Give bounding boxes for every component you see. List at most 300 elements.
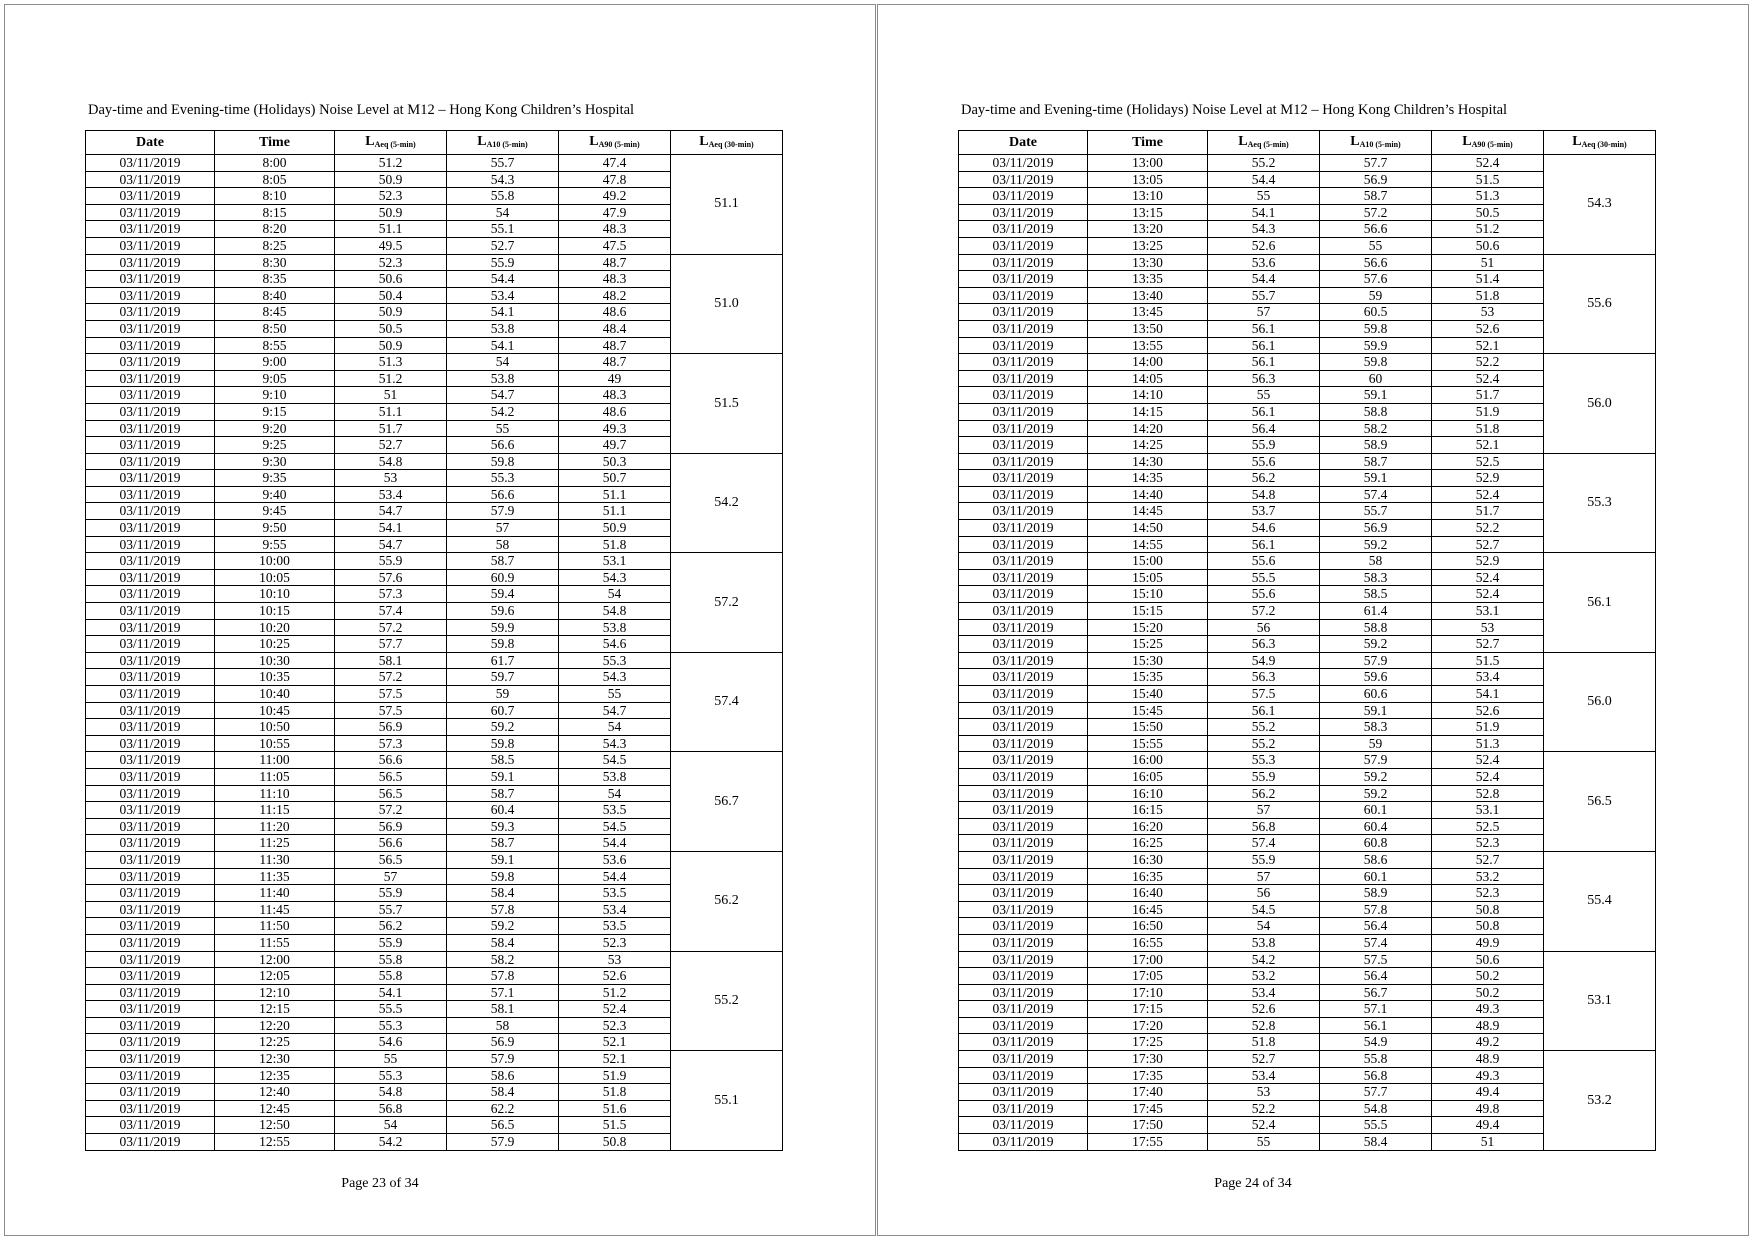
cell-time: 9:20 — [215, 420, 335, 437]
cell-laeq-5min: 54.3 — [1208, 221, 1320, 238]
cell-la90-5min: 53.8 — [559, 619, 671, 636]
cell-time: 9:30 — [215, 453, 335, 470]
cell-la90-5min: 49 — [559, 370, 671, 387]
cell-date: 03/11/2019 — [86, 968, 215, 985]
cell-date: 03/11/2019 — [86, 403, 215, 420]
table-row — [959, 354, 1656, 371]
cell-date: 03/11/2019 — [86, 851, 215, 868]
cell-la90-5min: 52.4 — [1432, 768, 1544, 785]
cell-laeq-5min: 57.2 — [335, 619, 447, 636]
cell-laeq-30min: 53.1 — [1544, 951, 1656, 1051]
cell-la10-5min: 58.7 — [1320, 453, 1432, 470]
cell-laeq-5min: 57.5 — [335, 686, 447, 703]
cell-laeq-5min: 56.1 — [1208, 403, 1320, 420]
cell-la90-5min: 52.1 — [1432, 337, 1544, 354]
cell-laeq-5min: 56.1 — [1208, 337, 1320, 354]
cell-date: 03/11/2019 — [959, 835, 1088, 852]
cell-laeq-5min: 56 — [1208, 619, 1320, 636]
cell-la90-5min: 51.5 — [1432, 652, 1544, 669]
cell-laeq-5min: 56.4 — [1208, 420, 1320, 437]
table-row — [959, 453, 1656, 470]
cell-la10-5min: 58.6 — [447, 1067, 559, 1084]
cell-date: 03/11/2019 — [86, 221, 215, 238]
table-row — [86, 851, 783, 868]
cell-laeq-30min: 57.4 — [671, 652, 783, 752]
cell-la90-5min: 50.2 — [1432, 984, 1544, 1001]
cell-la10-5min: 57.7 — [1320, 1084, 1432, 1101]
cell-la90-5min: 54 — [559, 785, 671, 802]
cell-laeq-5min: 51.1 — [335, 403, 447, 420]
cell-date: 03/11/2019 — [86, 719, 215, 736]
cell-laeq-5min: 57.4 — [1208, 835, 1320, 852]
cell-date: 03/11/2019 — [959, 1117, 1088, 1134]
cell-time: 16:00 — [1088, 752, 1208, 769]
cell-time: 10:20 — [215, 619, 335, 636]
cell-time: 17:25 — [1088, 1034, 1208, 1051]
header-la10-5min: $L_{A10 (5-min)}$ — [447, 131, 559, 155]
cell-time: 15:15 — [1088, 603, 1208, 620]
cell-la90-5min: 53.5 — [559, 885, 671, 902]
cell-la10-5min: 57.8 — [1320, 901, 1432, 918]
cell-date: 03/11/2019 — [86, 204, 215, 221]
cell-date: 03/11/2019 — [959, 470, 1088, 487]
cell-la90-5min: 53 — [559, 951, 671, 968]
cell-la10-5min: 57 — [447, 520, 559, 537]
cell-time: 9:40 — [215, 486, 335, 503]
cell-la90-5min: 53.8 — [559, 768, 671, 785]
cell-la90-5min: 53.6 — [559, 851, 671, 868]
cell-time: 15:05 — [1088, 569, 1208, 586]
cell-la90-5min: 51.8 — [1432, 287, 1544, 304]
cell-laeq-5min: 56.5 — [335, 785, 447, 802]
cell-time: 10:15 — [215, 603, 335, 620]
cell-la10-5min: 57.9 — [1320, 652, 1432, 669]
cell-time: 10:40 — [215, 686, 335, 703]
table-row — [86, 553, 783, 570]
cell-date: 03/11/2019 — [959, 536, 1088, 553]
table-row — [959, 652, 1656, 669]
cell-time: 16:20 — [1088, 818, 1208, 835]
cell-time: 15:55 — [1088, 735, 1208, 752]
cell-laeq-30min: 56.5 — [1544, 752, 1656, 852]
cell-laeq-5min: 56.6 — [335, 835, 447, 852]
cell-laeq-5min: 50.9 — [335, 337, 447, 354]
cell-time: 13:35 — [1088, 271, 1208, 288]
cell-laeq-30min: 51.1 — [671, 155, 783, 255]
cell-laeq-5min: 54.2 — [1208, 951, 1320, 968]
header-time: Time — [215, 131, 335, 155]
cell-laeq-5min: 54 — [1208, 918, 1320, 935]
cell-laeq-5min: 51.8 — [1208, 1034, 1320, 1051]
page-number: Page 24 of 34 — [1214, 1176, 1292, 1191]
cell-la10-5min: 57.9 — [447, 1051, 559, 1068]
cell-laeq-30min: 55.6 — [1544, 254, 1656, 354]
cell-date: 03/11/2019 — [959, 1034, 1088, 1051]
cell-la10-5min: 53.8 — [447, 320, 559, 337]
cell-time: 11:40 — [215, 885, 335, 902]
cell-date: 03/11/2019 — [959, 719, 1088, 736]
cell-la90-5min: 50.8 — [559, 1134, 671, 1151]
cell-time: 11:45 — [215, 901, 335, 918]
cell-la10-5min: 55.1 — [447, 221, 559, 238]
cell-la90-5min: 50.5 — [1432, 204, 1544, 221]
cell-date: 03/11/2019 — [959, 901, 1088, 918]
cell-la10-5min: 55.3 — [447, 470, 559, 487]
cell-la10-5min: 59.8 — [447, 868, 559, 885]
cell-laeq-5min: 52.6 — [1208, 237, 1320, 254]
cell-time: 14:50 — [1088, 520, 1208, 537]
cell-la10-5min: 57.9 — [447, 1134, 559, 1151]
cell-la90-5min: 53.1 — [1432, 802, 1544, 819]
cell-date: 03/11/2019 — [959, 287, 1088, 304]
cell-la10-5min: 58.7 — [447, 835, 559, 852]
cell-la10-5min: 57.6 — [1320, 271, 1432, 288]
cell-date: 03/11/2019 — [86, 1117, 215, 1134]
cell-time: 16:40 — [1088, 885, 1208, 902]
cell-laeq-30min: 55.2 — [671, 951, 783, 1051]
cell-date: 03/11/2019 — [86, 237, 215, 254]
cell-laeq-5min: 53.4 — [335, 486, 447, 503]
cell-la90-5min: 53.4 — [559, 901, 671, 918]
cell-la10-5min: 58.9 — [1320, 885, 1432, 902]
cell-time: 11:55 — [215, 934, 335, 951]
cell-la10-5min: 56.8 — [1320, 1067, 1432, 1084]
cell-time: 8:35 — [215, 271, 335, 288]
cell-la10-5min: 59 — [1320, 735, 1432, 752]
cell-date: 03/11/2019 — [959, 221, 1088, 238]
cell-laeq-5min: 57 — [1208, 868, 1320, 885]
cell-laeq-30min: 53.2 — [1544, 1051, 1656, 1151]
cell-la90-5min: 52.1 — [1432, 437, 1544, 454]
cell-la10-5min: 54.3 — [447, 171, 559, 188]
cell-laeq-5min: 55.6 — [1208, 453, 1320, 470]
cell-la90-5min: 54.4 — [559, 868, 671, 885]
cell-la90-5min: 48.7 — [559, 254, 671, 271]
cell-laeq-5min: 56.9 — [335, 818, 447, 835]
cell-time: 9:25 — [215, 437, 335, 454]
cell-la90-5min: 49.2 — [1432, 1034, 1544, 1051]
cell-time: 16:45 — [1088, 901, 1208, 918]
cell-date: 03/11/2019 — [959, 918, 1088, 935]
cell-la10-5min: 55.5 — [1320, 1117, 1432, 1134]
cell-la90-5min: 52.4 — [559, 1001, 671, 1018]
cell-la10-5min: 58.2 — [447, 951, 559, 968]
cell-date: 03/11/2019 — [86, 984, 215, 1001]
cell-date: 03/11/2019 — [86, 652, 215, 669]
cell-la10-5min: 57.1 — [1320, 1001, 1432, 1018]
cell-time: 17:45 — [1088, 1100, 1208, 1117]
cell-time: 14:15 — [1088, 403, 1208, 420]
cell-date: 03/11/2019 — [86, 951, 215, 968]
cell-time: 15:45 — [1088, 702, 1208, 719]
cell-time: 15:10 — [1088, 586, 1208, 603]
cell-la90-5min: 52.2 — [1432, 520, 1544, 537]
cell-laeq-5min: 56.8 — [1208, 818, 1320, 835]
cell-la90-5min: 53 — [1432, 304, 1544, 321]
cell-time: 15:20 — [1088, 619, 1208, 636]
cell-la90-5min: 51.3 — [1432, 735, 1544, 752]
cell-la10-5min: 57.4 — [1320, 934, 1432, 951]
cell-date: 03/11/2019 — [959, 370, 1088, 387]
cell-la90-5min: 53.1 — [559, 553, 671, 570]
cell-la10-5min: 58.3 — [1320, 569, 1432, 586]
cell-la10-5min: 59.1 — [1320, 470, 1432, 487]
cell-time: 16:10 — [1088, 785, 1208, 802]
cell-la10-5min: 59.9 — [447, 619, 559, 636]
cell-la10-5min: 59.9 — [1320, 337, 1432, 354]
cell-la10-5min: 56.9 — [1320, 171, 1432, 188]
cell-laeq-5min: 58.1 — [335, 652, 447, 669]
page-number: Page 23 of 34 — [341, 1176, 419, 1191]
table-row — [86, 752, 783, 769]
cell-laeq-5min: 55 — [1208, 188, 1320, 205]
cell-date: 03/11/2019 — [959, 885, 1088, 902]
cell-time: 10:35 — [215, 669, 335, 686]
cell-la10-5min: 60.1 — [1320, 868, 1432, 885]
cell-date: 03/11/2019 — [959, 1001, 1088, 1018]
cell-la10-5min: 58.5 — [447, 752, 559, 769]
cell-date: 03/11/2019 — [959, 934, 1088, 951]
cell-la90-5min: 54.7 — [559, 702, 671, 719]
cell-la10-5min: 55.8 — [1320, 1051, 1432, 1068]
cell-la10-5min: 59.8 — [1320, 354, 1432, 371]
cell-la10-5min: 54.1 — [447, 337, 559, 354]
cell-date: 03/11/2019 — [86, 802, 215, 819]
cell-la10-5min: 57.8 — [447, 968, 559, 985]
cell-la90-5min: 53.2 — [1432, 868, 1544, 885]
cell-laeq-30min: 55.1 — [671, 1051, 783, 1151]
cell-la10-5min: 57.2 — [1320, 204, 1432, 221]
cell-date: 03/11/2019 — [959, 437, 1088, 454]
cell-la10-5min: 59.2 — [1320, 785, 1432, 802]
cell-la10-5min: 59.2 — [1320, 768, 1432, 785]
cell-laeq-5min: 56 — [1208, 885, 1320, 902]
cell-laeq-30min: 56.2 — [671, 851, 783, 951]
cell-date: 03/11/2019 — [959, 304, 1088, 321]
cell-la90-5min: 51 — [1432, 1134, 1544, 1151]
cell-time: 17:50 — [1088, 1117, 1208, 1134]
cell-la90-5min: 49.4 — [1432, 1117, 1544, 1134]
cell-la10-5min: 61.4 — [1320, 603, 1432, 620]
cell-laeq-5min: 56.5 — [335, 851, 447, 868]
cell-la10-5min: 58.5 — [1320, 586, 1432, 603]
cell-la10-5min: 58.7 — [447, 785, 559, 802]
cell-laeq-5min: 55.9 — [335, 885, 447, 902]
cell-date: 03/11/2019 — [86, 155, 215, 172]
table-row — [86, 354, 783, 371]
cell-time: 13:55 — [1088, 337, 1208, 354]
cell-la90-5min: 51.8 — [1432, 420, 1544, 437]
cell-laeq-5min: 50.5 — [335, 320, 447, 337]
table-row — [86, 155, 783, 172]
cell-date: 03/11/2019 — [959, 486, 1088, 503]
cell-date: 03/11/2019 — [86, 437, 215, 454]
cell-date: 03/11/2019 — [959, 271, 1088, 288]
cell-la10-5min: 54.8 — [1320, 1100, 1432, 1117]
cell-laeq-5min: 56.6 — [335, 752, 447, 769]
cell-time: 12:30 — [215, 1051, 335, 1068]
cell-la90-5min: 51.9 — [1432, 403, 1544, 420]
cell-la10-5min: 60.5 — [1320, 304, 1432, 321]
cell-date: 03/11/2019 — [86, 1100, 215, 1117]
cell-date: 03/11/2019 — [86, 752, 215, 769]
cell-time: 12:20 — [215, 1017, 335, 1034]
cell-time: 17:35 — [1088, 1067, 1208, 1084]
cell-date: 03/11/2019 — [959, 702, 1088, 719]
cell-la90-5min: 53.4 — [1432, 669, 1544, 686]
cell-laeq-5min: 53.2 — [1208, 968, 1320, 985]
cell-la90-5min: 49.3 — [1432, 1001, 1544, 1018]
cell-time: 9:00 — [215, 354, 335, 371]
cell-la10-5min: 57.1 — [447, 984, 559, 1001]
cell-time: 11:30 — [215, 851, 335, 868]
cell-laeq-5min: 55.7 — [335, 901, 447, 918]
cell-time: 9:05 — [215, 370, 335, 387]
cell-laeq-30min: 56.7 — [671, 752, 783, 852]
table-row — [86, 1051, 783, 1068]
cell-time: 16:35 — [1088, 868, 1208, 885]
cell-la90-5min: 55.3 — [559, 652, 671, 669]
cell-la90-5min: 51.7 — [1432, 503, 1544, 520]
cell-laeq-5min: 55.2 — [1208, 155, 1320, 172]
cell-la10-5min: 56.5 — [447, 1117, 559, 1134]
cell-la90-5min: 49.8 — [1432, 1100, 1544, 1117]
cell-date: 03/11/2019 — [959, 652, 1088, 669]
cell-date: 03/11/2019 — [959, 802, 1088, 819]
cell-laeq-5min: 55.2 — [1208, 719, 1320, 736]
header-la90-5min: $L_{A90 (5-min)}$ — [559, 131, 671, 155]
cell-la90-5min: 49.2 — [559, 188, 671, 205]
cell-date: 03/11/2019 — [86, 287, 215, 304]
cell-date: 03/11/2019 — [86, 1034, 215, 1051]
cell-la10-5min: 54.7 — [447, 387, 559, 404]
cell-date: 03/11/2019 — [86, 320, 215, 337]
cell-la90-5min: 52.6 — [1432, 320, 1544, 337]
cell-time: 11:15 — [215, 802, 335, 819]
cell-laeq-30min: 54.2 — [671, 453, 783, 553]
cell-laeq-5min: 52.3 — [335, 254, 447, 271]
table-row — [959, 1051, 1656, 1068]
cell-laeq-5min: 52.2 — [1208, 1100, 1320, 1117]
cell-la90-5min: 48.9 — [1432, 1051, 1544, 1068]
cell-la10-5min: 59.1 — [1320, 702, 1432, 719]
cell-la10-5min: 55 — [1320, 237, 1432, 254]
header-time: Time — [1088, 131, 1208, 155]
cell-la10-5min: 56.7 — [1320, 984, 1432, 1001]
cell-la10-5min: 56.4 — [1320, 918, 1432, 935]
cell-time: 17:55 — [1088, 1134, 1208, 1151]
header-la90-5min: $L_{A90 (5-min)}$ — [1432, 131, 1544, 155]
cell-time: 13:20 — [1088, 221, 1208, 238]
cell-laeq-5min: 54.9 — [1208, 652, 1320, 669]
cell-laeq-5min: 49.5 — [335, 237, 447, 254]
cell-time: 17:10 — [1088, 984, 1208, 1001]
table-row — [86, 453, 783, 470]
cell-la10-5min: 58.7 — [1320, 188, 1432, 205]
cell-laeq-5min: 56.2 — [335, 918, 447, 935]
cell-laeq-5min: 53.4 — [1208, 984, 1320, 1001]
cell-laeq-5min: 53.6 — [1208, 254, 1320, 271]
cell-la90-5min: 54 — [559, 586, 671, 603]
cell-la90-5min: 50.3 — [559, 453, 671, 470]
cell-laeq-5min: 54.8 — [1208, 486, 1320, 503]
cell-la10-5min: 56.1 — [1320, 1017, 1432, 1034]
cell-time: 12:10 — [215, 984, 335, 1001]
cell-la10-5min: 59 — [447, 686, 559, 703]
cell-time: 12:25 — [215, 1034, 335, 1051]
cell-time: 9:35 — [215, 470, 335, 487]
cell-date: 03/11/2019 — [959, 237, 1088, 254]
table-row — [959, 752, 1656, 769]
cell-laeq-5min: 54.6 — [1208, 520, 1320, 537]
cell-time: 15:35 — [1088, 669, 1208, 686]
cell-date: 03/11/2019 — [959, 337, 1088, 354]
cell-date: 03/11/2019 — [86, 470, 215, 487]
cell-la10-5min: 55.8 — [447, 188, 559, 205]
cell-laeq-30min: 56.1 — [1544, 553, 1656, 653]
cell-la90-5min: 52.7 — [1432, 636, 1544, 653]
cell-laeq-5min: 57.2 — [1208, 603, 1320, 620]
cell-la90-5min: 52.9 — [1432, 553, 1544, 570]
cell-date: 03/11/2019 — [86, 619, 215, 636]
cell-la10-5min: 59.7 — [447, 669, 559, 686]
cell-time: 13:30 — [1088, 254, 1208, 271]
cell-date: 03/11/2019 — [959, 155, 1088, 172]
cell-time: 14:25 — [1088, 437, 1208, 454]
cell-la10-5min: 59.2 — [447, 719, 559, 736]
cell-laeq-5min: 53 — [335, 470, 447, 487]
cell-date: 03/11/2019 — [959, 984, 1088, 1001]
cell-la90-5min: 52.7 — [1432, 536, 1544, 553]
cell-time: 12:35 — [215, 1067, 335, 1084]
cell-time: 14:35 — [1088, 470, 1208, 487]
cell-laeq-5min: 50.9 — [335, 204, 447, 221]
cell-date: 03/11/2019 — [959, 686, 1088, 703]
table-row — [959, 951, 1656, 968]
cell-laeq-5min: 56.5 — [335, 768, 447, 785]
cell-la10-5min: 54 — [447, 204, 559, 221]
cell-la90-5min: 50.6 — [1432, 951, 1544, 968]
cell-laeq-5min: 54 — [335, 1117, 447, 1134]
cell-la90-5min: 51.1 — [559, 503, 671, 520]
cell-laeq-5min: 52.7 — [335, 437, 447, 454]
cell-la90-5min: 52.3 — [559, 1017, 671, 1034]
cell-la90-5min: 51.9 — [1432, 719, 1544, 736]
cell-la90-5min: 52.4 — [1432, 569, 1544, 586]
cell-la90-5min: 53.1 — [1432, 603, 1544, 620]
cell-laeq-5min: 55.8 — [335, 951, 447, 968]
cell-laeq-5min: 55.3 — [1208, 752, 1320, 769]
cell-la90-5min: 47.4 — [559, 155, 671, 172]
cell-date: 03/11/2019 — [959, 254, 1088, 271]
cell-laeq-5min: 51.2 — [335, 370, 447, 387]
cell-time: 11:05 — [215, 768, 335, 785]
cell-time: 8:25 — [215, 237, 335, 254]
cell-time: 12:15 — [215, 1001, 335, 1018]
cell-la90-5min: 52.2 — [1432, 354, 1544, 371]
cell-la90-5min: 50.2 — [1432, 968, 1544, 985]
table-row — [86, 652, 783, 669]
cell-la90-5min: 50.8 — [1432, 918, 1544, 935]
cell-date: 03/11/2019 — [86, 188, 215, 205]
cell-la90-5min: 52.9 — [1432, 470, 1544, 487]
cell-laeq-5min: 56.3 — [1208, 370, 1320, 387]
cell-la10-5min: 62.2 — [447, 1100, 559, 1117]
cell-date: 03/11/2019 — [959, 420, 1088, 437]
header-laeq-30min: $L_{Aeq (30-min)}$ — [1544, 131, 1656, 155]
cell-date: 03/11/2019 — [86, 1067, 215, 1084]
cell-la90-5min: 50.7 — [559, 470, 671, 487]
